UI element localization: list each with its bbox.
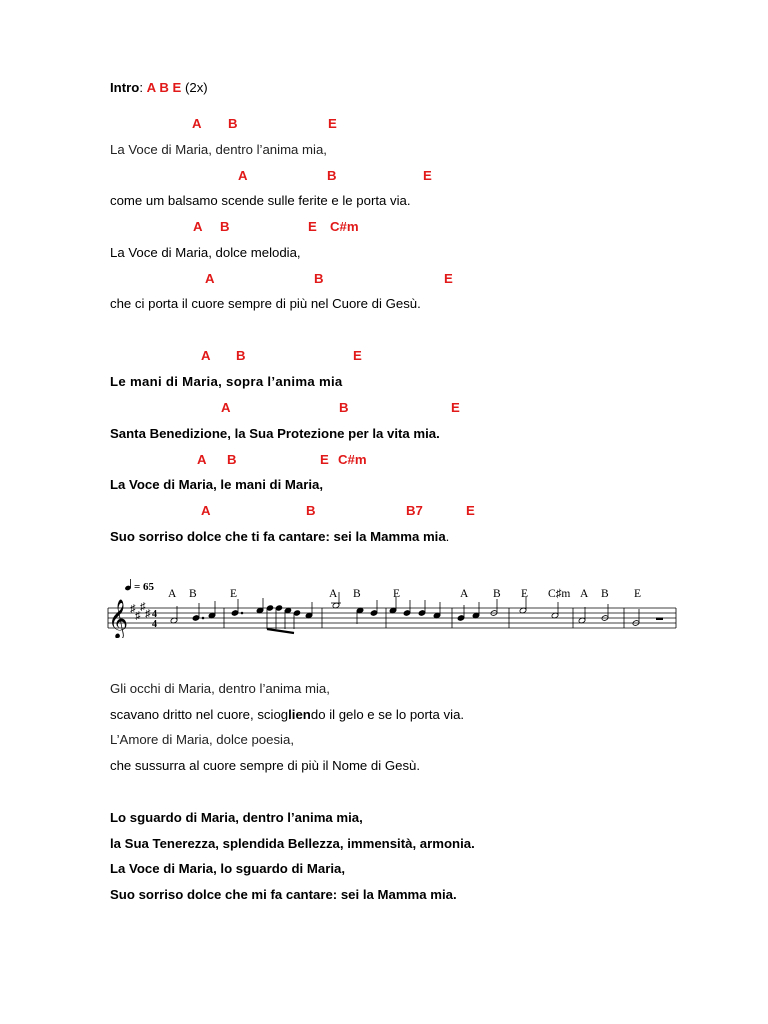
chord: E	[423, 168, 432, 183]
svg-text:♯: ♯	[135, 610, 141, 622]
chord: C#m	[330, 219, 359, 234]
lyric-tail: .	[445, 529, 450, 544]
chord: A	[201, 348, 211, 363]
score-chord: B	[353, 588, 361, 600]
score-chord: E	[521, 588, 529, 600]
intro-repeat: (2x)	[181, 80, 208, 95]
score-chord: E	[393, 588, 401, 600]
chord: E	[451, 400, 460, 415]
chord: B	[220, 219, 230, 234]
tempo-mark	[124, 579, 154, 593]
intro-chords: A B E	[146, 80, 182, 95]
lyric-text: do il gelo e se lo porta via.	[310, 707, 465, 722]
chord: B	[314, 271, 324, 286]
intro-sep: :	[139, 80, 147, 95]
lyric-line: che sussurra al cuore sempre di più il Nome di Gesù.	[110, 758, 421, 773]
score-chord: E	[634, 588, 642, 600]
lyric-line: L’Amore di Maria, dolce poesia,	[110, 732, 294, 747]
chord: A	[201, 503, 211, 518]
lyric-line: come um balsamo scende sulle ferite e le porta via.	[110, 193, 411, 208]
lyric-text: scavano dritto nel cuore, sciog	[110, 707, 289, 722]
chord: A	[197, 452, 207, 467]
chord: E	[444, 271, 453, 286]
lyric-line: Le mani di Maria, sopra l’anima mia	[110, 374, 343, 389]
lyric-line: La Voce di Maria, dolce melodia,	[110, 245, 301, 260]
intro-line	[110, 80, 208, 96]
music-score	[104, 578, 680, 638]
lyric-line: Santa Benedizione, la Sua Protezione per la vita mia.	[110, 426, 440, 441]
chord: B	[228, 116, 238, 131]
lyric-line: Gli occhi di Maria, dentro l’anima mia,	[110, 681, 330, 696]
chord: B	[236, 348, 246, 363]
chord: A	[193, 219, 203, 234]
svg-text:♯: ♯	[140, 601, 146, 613]
chord: E	[353, 348, 362, 363]
treble-clef-icon: 𝄞	[108, 601, 129, 638]
tempo-text: = 65	[134, 581, 155, 593]
score-chord: A	[168, 588, 177, 600]
score-chord: A	[329, 588, 338, 600]
svg-text:♯: ♯	[130, 603, 136, 615]
score-chord: B	[493, 588, 501, 600]
intro-label: Intro	[110, 80, 140, 95]
lyric-line: La Voce di Maria, le mani di Maria,	[110, 477, 324, 492]
lyric-line: che ci porta il cuore sempre di più nel Cuore di Gesù.	[110, 296, 421, 311]
chord: C#m	[338, 452, 367, 467]
svg-text:♯: ♯	[145, 608, 151, 620]
chord: B	[327, 168, 337, 183]
chord: A	[205, 271, 215, 286]
score-chord: B	[601, 588, 609, 600]
lyric-bold: lien	[288, 707, 311, 722]
lyric-line: La Voce di Maria, lo sguardo di Maria,	[110, 861, 345, 876]
chord: B	[227, 452, 237, 467]
score-chord-labels	[168, 588, 641, 600]
chord: A	[221, 400, 231, 415]
time-sig-bottom: 4	[152, 619, 157, 630]
notes	[170, 592, 663, 633]
chord: A	[238, 168, 248, 183]
lyric-line	[110, 707, 464, 723]
time-signature	[152, 609, 157, 630]
lyric-line: la Sua Tenerezza, splendida Bellezza, immensità, armonia.	[110, 836, 475, 851]
lyric-line: Suo sorriso dolce che mi fa cantare: sei la Mamma mia.	[110, 887, 457, 902]
score-chord: A	[460, 588, 469, 600]
score-chord: C♯m	[548, 588, 571, 600]
chord: E	[308, 219, 317, 234]
chord: E	[466, 503, 475, 518]
key-signature-icon	[130, 601, 151, 622]
score-chord: B	[189, 588, 197, 600]
time-sig-top: 4	[152, 609, 157, 620]
chord: E	[320, 452, 329, 467]
chord: E	[328, 116, 337, 131]
lyric-line: La Voce di Maria, dentro l’anima mia,	[110, 142, 327, 157]
score-chord: A	[580, 588, 589, 600]
chord: B7	[406, 503, 423, 518]
lyric-line	[110, 529, 449, 545]
chord: A	[192, 116, 202, 131]
lyric-line: Lo sguardo di Maria, dentro l’anima mia,	[110, 810, 363, 825]
rest-icon	[656, 618, 663, 621]
chord: B	[306, 503, 316, 518]
lyric-text: Suo sorriso dolce che ti fa cantare: sei la Mamma mia	[110, 529, 446, 544]
chord: B	[339, 400, 349, 415]
score-chord: E	[230, 588, 238, 600]
